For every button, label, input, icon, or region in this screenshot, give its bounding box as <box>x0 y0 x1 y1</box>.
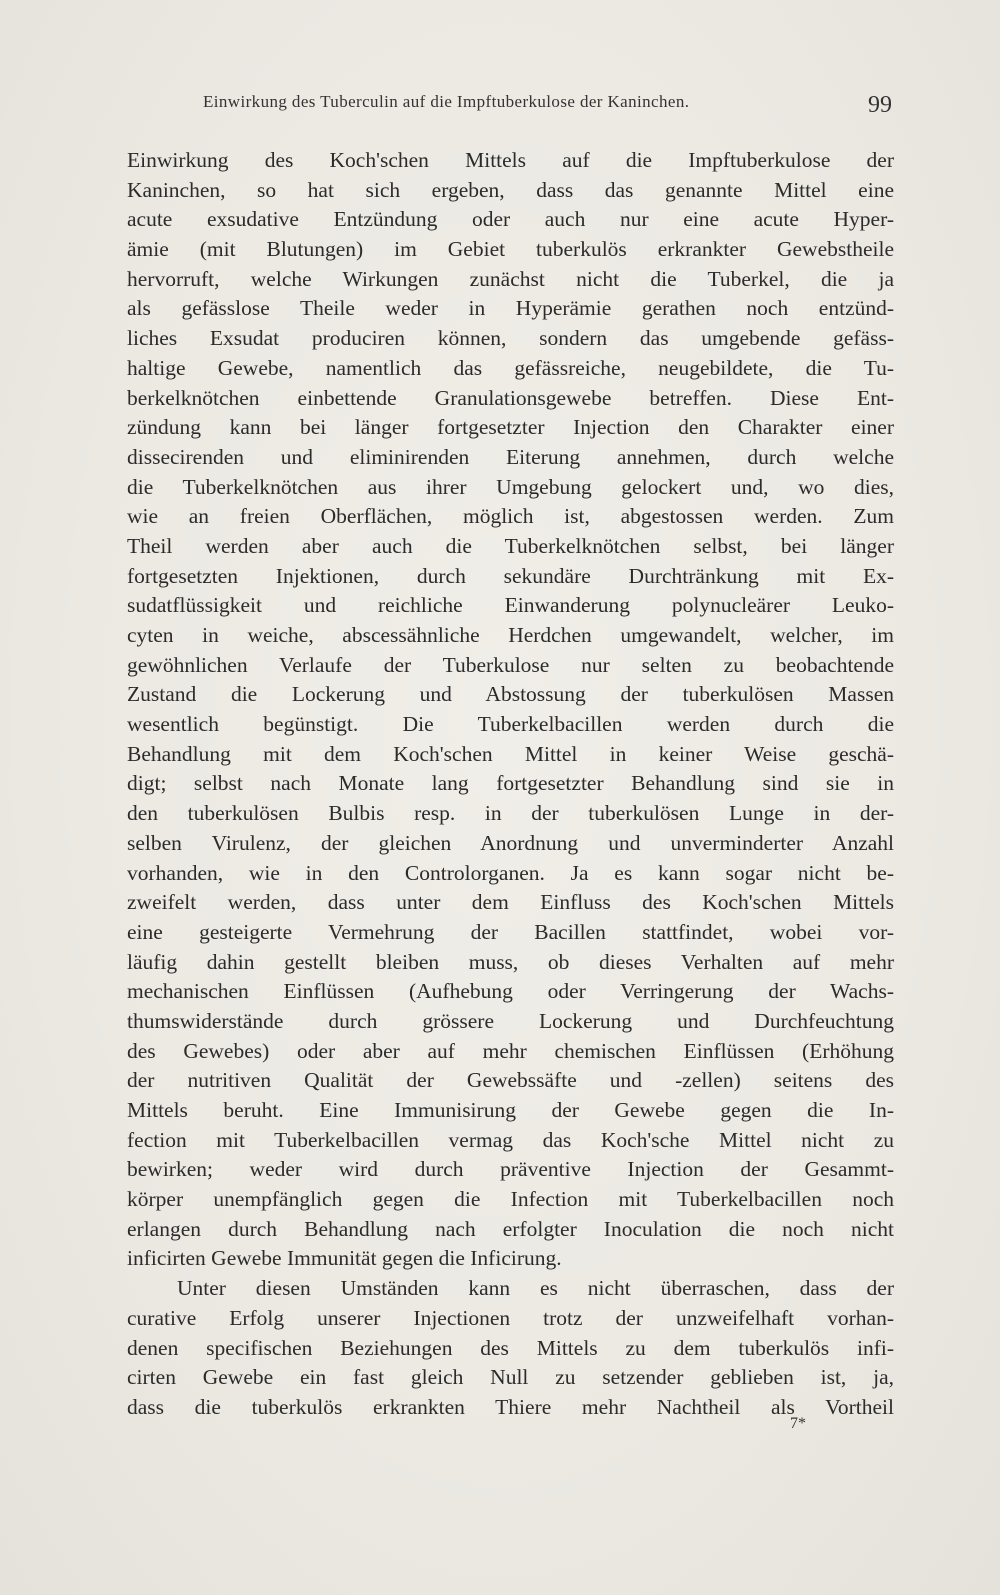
text-line: die Tuberkelknötchen aus ihrer Umgebung gelockert und, wo dies, <box>127 474 894 499</box>
text-line: acute exsudative Entzündung oder auch nur eine acute Hyper- <box>127 207 894 232</box>
text-line: haltige Gewebe, namentlich das gefässreiche, neugebildete, die Tu- <box>127 355 894 380</box>
text-line: thumswiderstände durch grössere Lockerung und Durchfeuchtung <box>127 1008 894 1033</box>
text-line: des Gewebes) oder aber auf mehr chemischen Einflüssen (Erhöhung <box>127 1038 894 1063</box>
text-line: gewöhnlichen Verlaufe der Tuberkulose nur selten zu beobachtende <box>127 652 894 677</box>
text-line: ämie (mit Blutungen) im Gebiet tuberkulös erkrankter Gewebstheile <box>127 237 894 262</box>
paragraph-1 <box>127 146 894 1274</box>
text-line: Zustand die Lockerung und Abstossung der tuberkulösen Massen <box>127 682 894 707</box>
text-line: dissecirenden und eliminirenden Eiterung annehmen, durch welche <box>127 444 894 469</box>
text-line: denen specifischen Beziehungen des Mittels zu dem tuberkulös infi- <box>127 1335 894 1360</box>
text-line: fection mit Tuberkelbacillen vermag das Koch'sche Mittel nicht zu <box>127 1127 894 1152</box>
text-line: inficirten Gewebe Immunität gegen die Inficirung. <box>127 1246 562 1271</box>
text-line: digt; selbst nach Monate lang fortgesetzter Behandlung sind sie in <box>127 771 894 796</box>
body-text <box>127 146 894 1423</box>
text-line: sudatflüssigkeit und reichliche Einwanderung polynucleärer Leuko- <box>127 593 894 618</box>
text-line: curative Erfolg unserer Injectionen trotz der unzweifelhaft vorhan- <box>127 1305 894 1330</box>
text-line: wesentlich begünstigt. Die Tuberkelbacillen werden durch die <box>127 712 894 737</box>
text-line: fortgesetzten Injektionen, durch sekundäre Durchtränkung mit Ex- <box>127 563 894 588</box>
text-line: berkelknötchen einbettende Granulationsgewebe betreffen. Diese Ent- <box>127 385 894 410</box>
text-line: läufig dahin gestellt bleiben muss, ob dieses Verhalten auf mehr <box>127 949 894 974</box>
text-line: Einwirkung des Koch'schen Mittels auf die Impftuberkulose der <box>127 148 894 172</box>
text-line: den tuberkulösen Bulbis resp. in der tuberkulösen Lunge in der- <box>127 801 894 826</box>
text-line: cyten in weiche, abscessähnliche Herdchen umgewandelt, welcher, im <box>127 623 894 647</box>
running-head: Einwirkung des Tuberculin auf die Impftuberkulose der Kaninchen. <box>203 92 690 111</box>
text-line: mechanischen Einflüssen (Aufhebung oder Verringerung der Wachs- <box>127 979 894 1004</box>
text-line: erlangen durch Behandlung nach erfolgter Inoculation die noch nicht <box>127 1216 894 1241</box>
text-line: bewirken; weder wird durch präventive Injection der Gesammt- <box>127 1157 894 1182</box>
text-line: cirten Gewebe ein fast gleich Null zu setzender geblieben ist, ja, <box>127 1365 894 1390</box>
text-line: selben Virulenz, der gleichen Anordnung und unverminderter Anzahl <box>127 830 894 855</box>
text-line: Theil werden aber auch die Tuberkelknötchen selbst, bei länger <box>127 533 894 558</box>
text-line: Mittels beruht. Eine Immunisirung der Gewebe gegen die In- <box>127 1098 894 1122</box>
paragraph-2 <box>127 1274 894 1422</box>
text-line: eine gesteigerte Vermehrung der Bacillen stattfindet, wobei vor- <box>127 919 894 944</box>
text-line: zweifelt werden, dass unter dem Einfluss des Koch'schen Mittels <box>127 890 894 915</box>
text-line: zündung kann bei länger fortgesetzter Injection den Charakter einer <box>127 415 894 440</box>
text-line: dass die tuberkulös erkrankten Thiere mehr Nachtheil als Vortheil <box>127 1394 894 1419</box>
text-line: Kaninchen, so hat sich ergeben, dass das genannte Mittel eine <box>127 177 894 202</box>
text-line: als gefässlose Theile weder in Hyperämie gerathen noch entzünd- <box>127 296 894 321</box>
text-line: vorhanden, wie in den Controlorganen. Ja es kann sogar nicht be- <box>127 860 894 885</box>
text-line: liches Exsudat produciren können, sondern das umgebende gefäss- <box>127 326 894 351</box>
text-line: Unter diesen Umständen kann es nicht überraschen, dass der <box>177 1276 894 1301</box>
text-line: wie an freien Oberflächen, möglich ist, abgestossen werden. Zum <box>127 504 894 529</box>
text-line: der nutritiven Qualität der Gewebssäfte und -zellen) seitens des <box>127 1068 894 1093</box>
text-line: körper unempfänglich gegen die Infection mit Tuberkelbacillen noch <box>127 1187 894 1212</box>
page-number: 99 <box>868 92 892 118</box>
text-line: hervorruft, welche Wirkungen zunächst nicht die Tuberkel, die ja <box>127 266 894 291</box>
signature-mark: 7* <box>790 1415 806 1432</box>
text-line: Behandlung mit dem Koch'schen Mittel in keiner Weise geschä- <box>127 741 894 766</box>
